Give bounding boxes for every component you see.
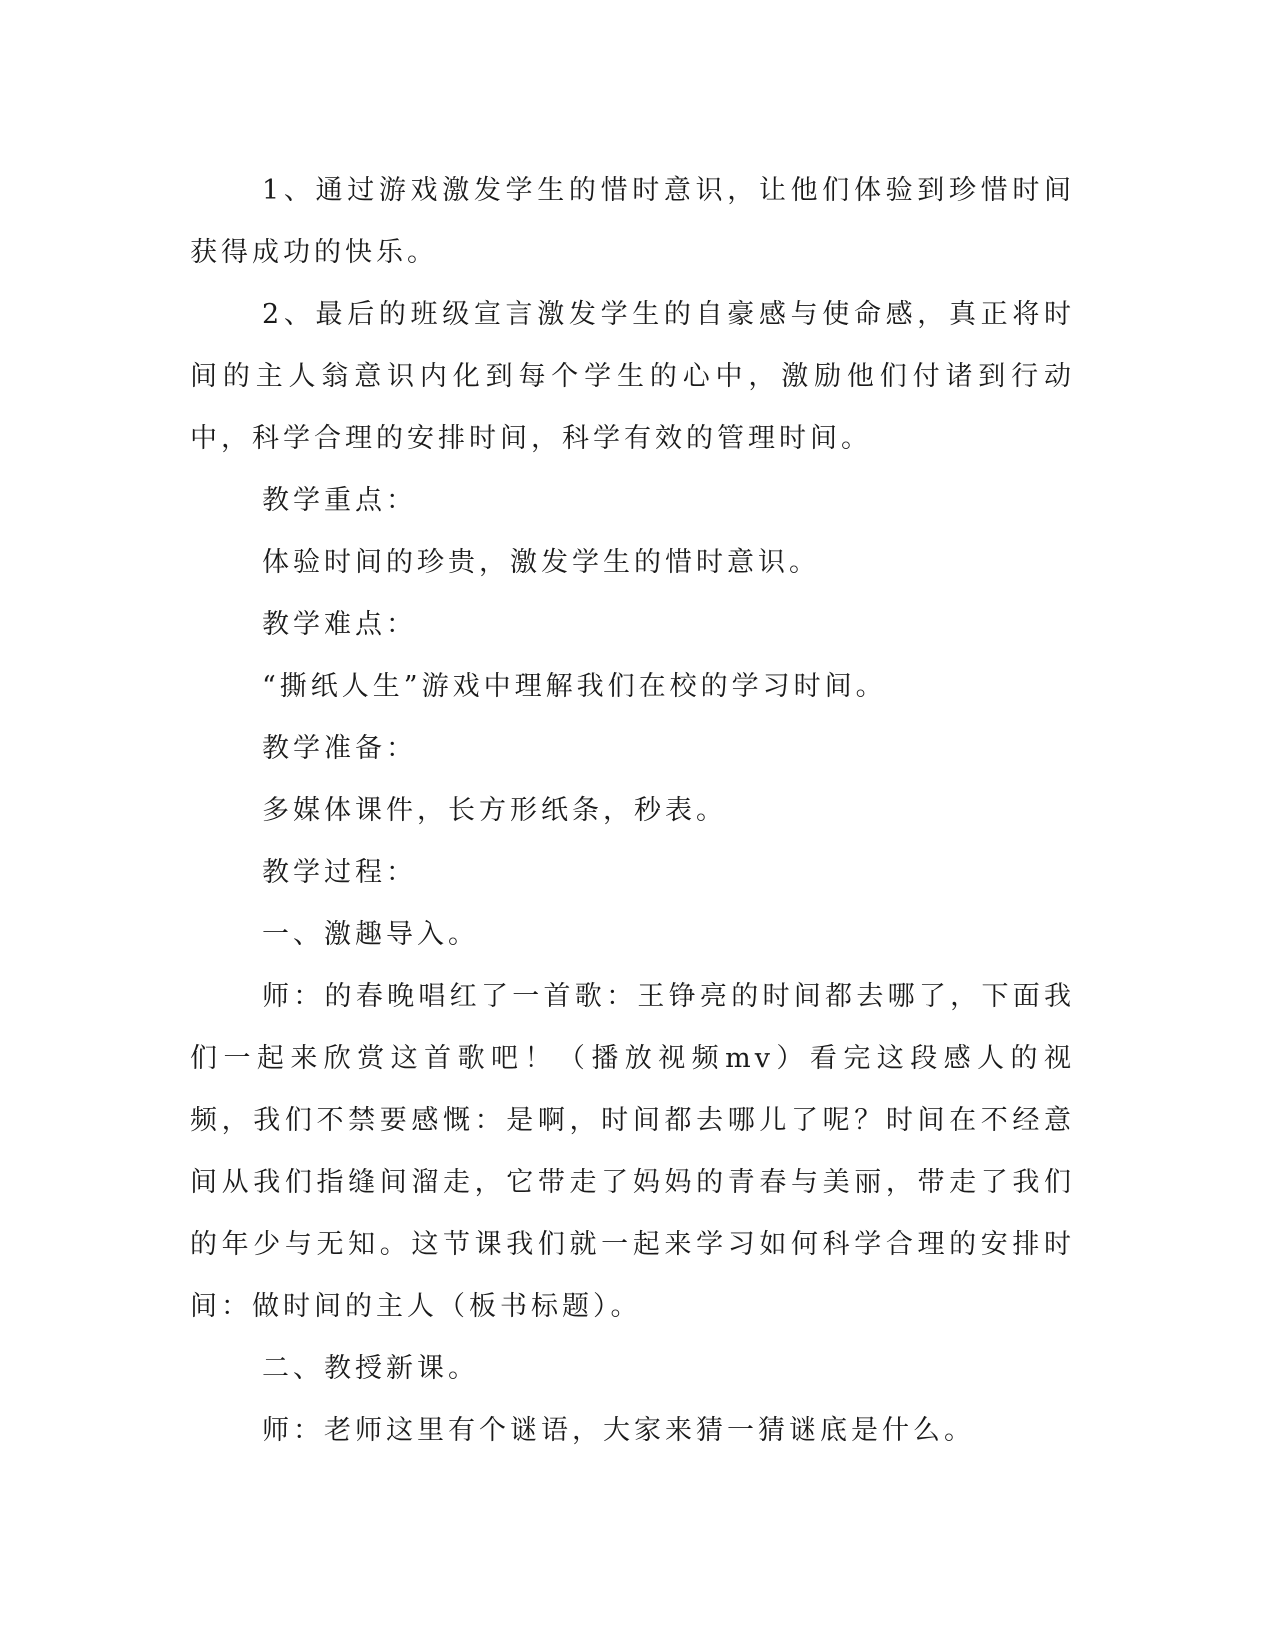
section-intro-heading: 一、激趣导入。 <box>262 919 479 950</box>
section-new-lesson-heading: 二、教授新课。 <box>262 1353 479 1384</box>
paragraph-riddle: 师：老师这里有个谜语，大家来猜一猜谜底是什么。 <box>262 1415 975 1446</box>
paragraph-objective-1: 1、通过游戏激发学生的惜时意识，让他们体验到珍惜时间获得成功的快乐。 <box>190 175 1075 268</box>
heading-key-points: 教学重点： <box>262 485 417 516</box>
paragraph-preparation: 多媒体课件，长方形纸条，秒表。 <box>262 795 727 826</box>
paragraph-difficulties: “撕纸人生”游戏中理解我们在校的学习时间。 <box>262 671 887 702</box>
heading-preparation: 教学准备： <box>262 733 417 764</box>
paragraph-objective-2: 2、最后的班级宣言激发学生的自豪感与使命感，真正将时间的主人翁意识内化到每个学生的心中，激励他们付诸到行动中，科学合理的安排时间，科学有效的管理时间。 <box>190 299 1075 454</box>
heading-difficulties: 教学难点： <box>262 609 417 640</box>
heading-process: 教学过程： <box>262 857 417 888</box>
paragraph-intro: 师：的春晚唱红了一首歌：王铮亮的时间都去哪了，下面我们一起来欣赏这首歌吧！（播放视频mv）看完这段感人的视频，我们不禁要感慨：是啊，时间都去哪儿了呢？时间在不经意间从我们指缝间溜走，它带走了妈妈的青春与美丽，带走了我们的年少与无知。这节课我们就一起来学习如何科学合理的安排时间：做时间的主人（板书标题）。 <box>190 981 1075 1322</box>
document-body <box>190 160 1075 1462</box>
paragraph-key-points: 体验时间的珍贵，激发学生的惜时意识。 <box>262 547 820 578</box>
